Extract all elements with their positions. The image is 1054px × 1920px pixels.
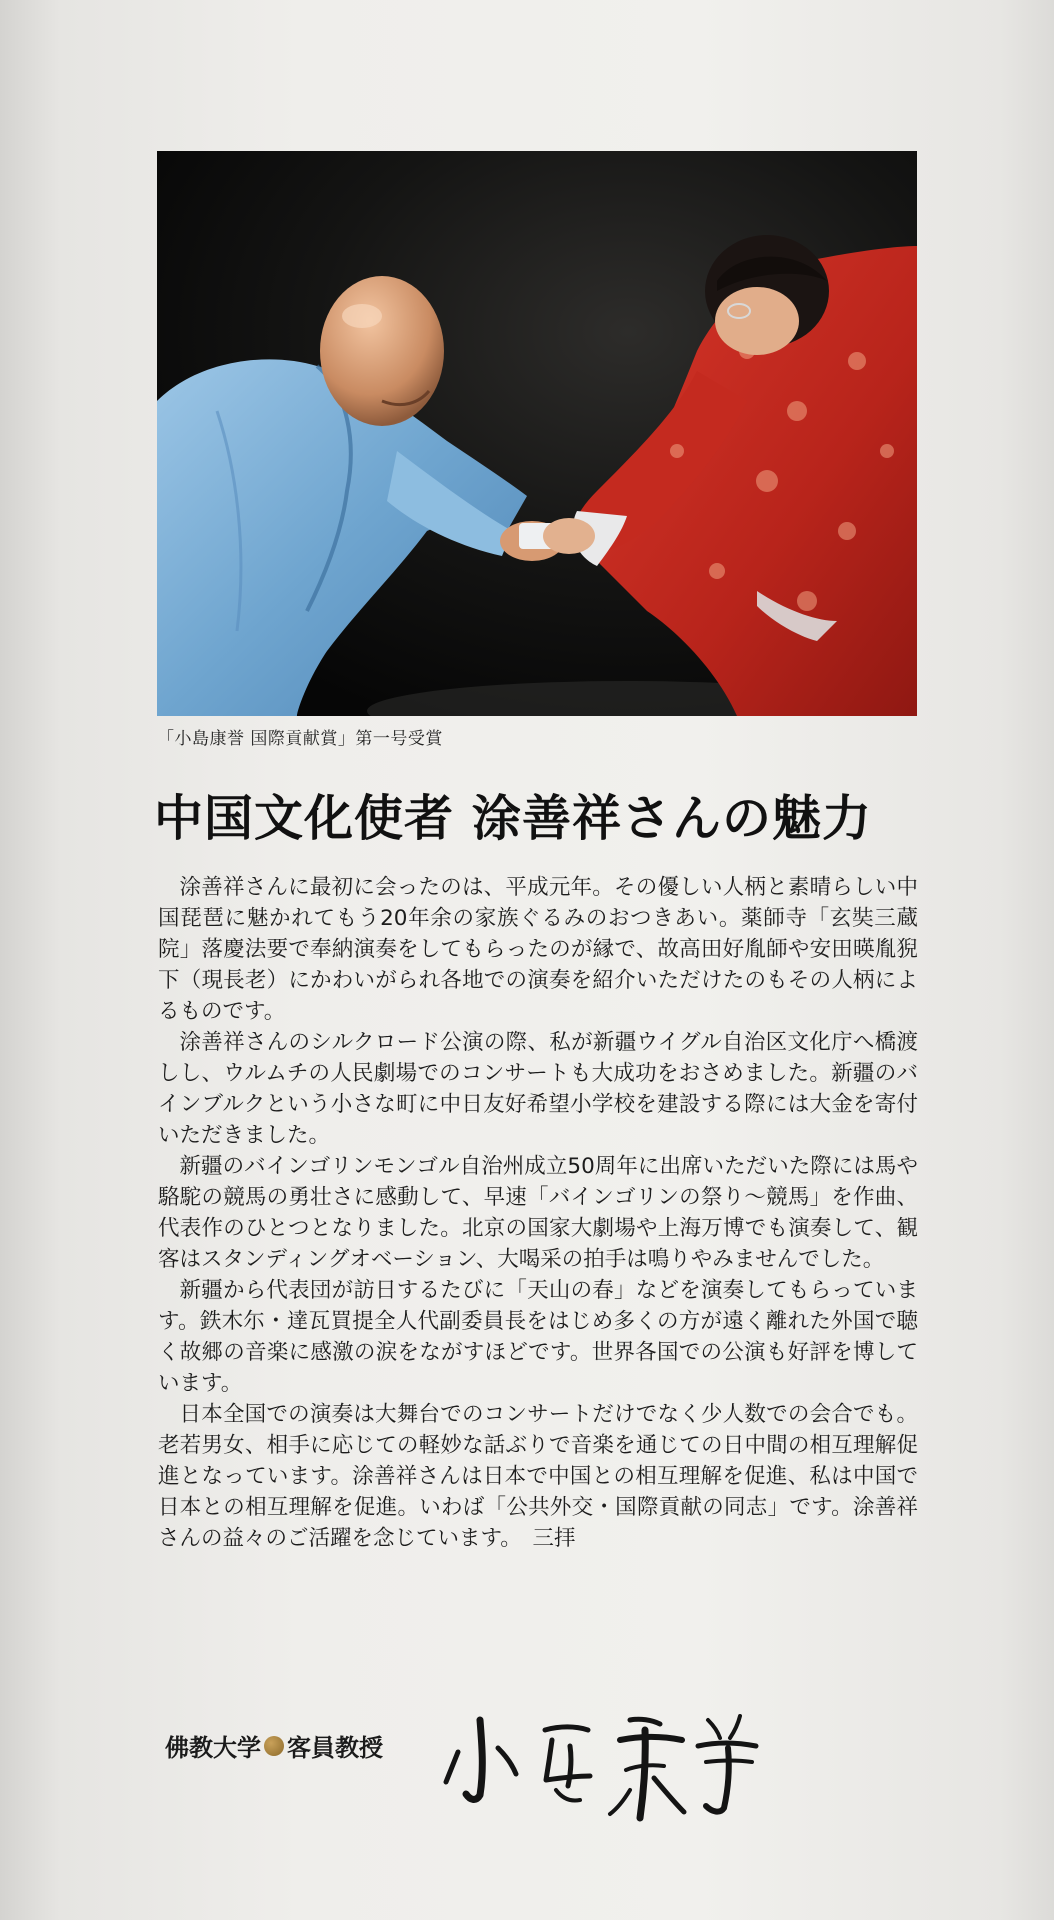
page-title: 中国文化使者 涂善祥さんの魅力 bbox=[154, 789, 873, 847]
paragraph: 新疆のバインゴリンモンゴル自治州成立50周年に出席いただいた際には馬や駱駝の競馬の勇壮さに感動して、早速「バインゴリンの祭り〜競馬」を作曲、代表作のひとつとなりました。北京の国家大劇場や上海万博でも演奏して、観客はスタンディングオベーション、大喝采の拍手は鳴りやみませんでした。 bbox=[158, 1154, 918, 1272]
paragraph: 新疆から代表団が訪日するたびに「天山の春」などを演奏してもらっています。鉄木尓・達瓦買提全人代副委員長をはじめ多くの方が遠く離れた外国で聴く故郷の音楽に感激の涙をながすほどです。世界各国での公演も好評を博しています。 bbox=[158, 1278, 918, 1396]
photo-caption: 「小島康誉 国際貢献賞」第一号受賞 bbox=[157, 729, 443, 749]
author-title: 客員教授 bbox=[287, 1734, 383, 1762]
article-body bbox=[158, 872, 918, 1554]
handwritten-signature bbox=[440, 1690, 770, 1830]
university-name: 佛教大学 bbox=[165, 1734, 261, 1762]
paragraph: 涂善祥さんに最初に会ったのは、平成元年。その優しい人柄と素晴らしい中国琵琶に魅かれてもう20年余の家族ぐるみのおつきあい。薬師寺「玄奘三蔵院」落慶法要で奉納演奏をしてもらったのが縁で、故高田好胤師や安田暎胤猊下（現長老）にかわいがられ各地での演奏を紹介いただけたのもその人柄によるものです。 bbox=[158, 875, 918, 1024]
bullet-dot-icon bbox=[264, 1736, 284, 1756]
photo-illustration bbox=[157, 151, 917, 716]
paragraph: 涂善祥さんのシルクロード公演の際、私が新疆ウイグル自治区文化庁へ橋渡しし、ウルムチの人民劇場でのコンサートも大成功をおさめました。新疆のバインブルクという小さな町に中日友好希望小学校を建設する際には大金を寄付いただきました。 bbox=[158, 1030, 918, 1148]
paragraph: 日本全国での演奏は大舞台でのコンサートだけでなく少人数での会合でも。老若男女、相手に応じての軽妙な話ぶりで音楽を通じての日中間の相互理解促進となっています。涂善祥さんは日本で中国との相互理解を促進、私は中国で日本との相互理解を促進。いわば「公共外交・国際貢献の同志」です。涂善祥さんの益々のご活躍を念じています。 三拝 bbox=[158, 1402, 918, 1551]
author-affiliation bbox=[165, 1728, 383, 1763]
award-ceremony-photo bbox=[157, 151, 917, 716]
signature-drawing bbox=[440, 1690, 770, 1830]
